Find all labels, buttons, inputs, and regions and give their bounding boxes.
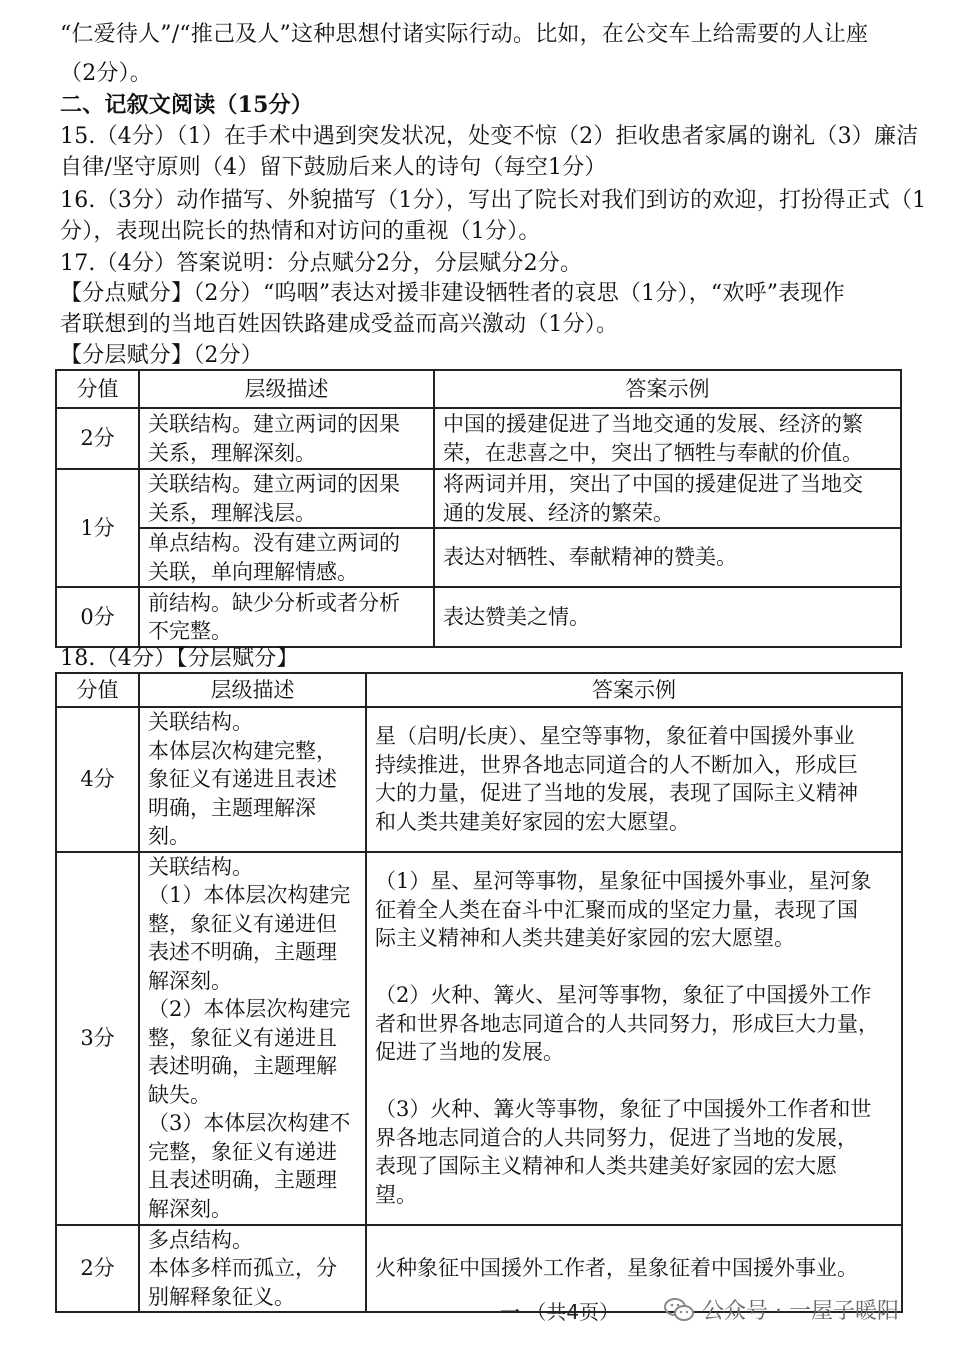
table-header-row xyxy=(56,370,901,408)
text-line: 分），表现出院长的热情和对访问的重视（1分）。 xyxy=(60,219,541,244)
text-line: 16.（3分）动作描写、外貌描写（1分），写出了院长对我们到访的欢迎，打扮得正式（1 xyxy=(60,188,927,213)
page-footer: 一 （共4页） xyxy=(500,1300,620,1324)
score-cell: 0分 xyxy=(56,587,139,647)
level-cell: 关联结构。建立两词的因果 关系，理解深刻。 xyxy=(139,408,434,469)
header-score: 分值 xyxy=(56,673,139,707)
text-line: 【分层赋分】（2分） xyxy=(60,343,263,368)
text-line: 自律/坚守原则（4）留下鼓励后来人的诗句（每空1分） xyxy=(60,155,607,180)
text-line: 15.（4分）（1）在手术中遇到突发状况，处变不惊（2）拒收患者家属的谢礼（3）廉洁 xyxy=(60,124,919,149)
score-cell: 2分 xyxy=(56,408,139,469)
answer-cell: 表达赞美之情。 xyxy=(434,587,901,647)
header-score: 分值 xyxy=(56,370,139,408)
text-line: 【分点赋分】（2分）“呜咽”表达对援非建设牺牲者的哀思（1分），“欢呼”表现作 xyxy=(60,281,845,306)
level-cell: 关联结构。 （1）本体层次构建完 整，象征义有递进但 表述不明确，主题理 解深刻。 （2）本体层次构建完 整，象征义有递进且 表述明确，主题理解 缺失。 （3）本体层次构建不 完整，象征义有递进 且表述明确，主题理 解深刻。 xyxy=(139,852,366,1225)
table-row xyxy=(56,408,901,469)
table-row xyxy=(56,528,901,587)
level-cell: 多点结构。 本体多样而孤立，分 别解释象征义。 xyxy=(139,1225,366,1313)
level-cell: 单点结构。没有建立两词的 关联，单向理解情感。 xyxy=(139,528,434,587)
answer-cell: 中国的援建促进了当地交通的发展、经济的繁 荣，在悲喜之中，突出了牺牲与奉献的价值。 xyxy=(434,408,901,469)
section-heading: 二、记叙文阅读（15分） xyxy=(60,92,314,118)
header-answer: 答案示例 xyxy=(434,370,901,408)
q18-scoring-table xyxy=(55,672,903,1313)
watermark-text: 公众号 · 一屋子暖阳 xyxy=(702,1299,899,1324)
table-header-row xyxy=(56,673,902,707)
answer-cell: 表达对牺牲、奉献精神的赞美。 xyxy=(434,528,901,587)
q17-scoring-table xyxy=(55,369,902,648)
table-row xyxy=(56,707,902,852)
text-line: 17.（4分）答案说明：分点赋分2分，分层赋分2分。 xyxy=(60,251,583,276)
score-cell: 3分 xyxy=(56,852,139,1225)
table-row xyxy=(56,852,902,1225)
header-level: 层级描述 xyxy=(139,370,434,408)
text-line: “仁爱待人”/“推己及人”这种思想付诸实际行动。比如，在公交车上给需要的人让座 xyxy=(60,22,869,47)
level-cell: 前结构。缺少分析或者分析 不完整。 xyxy=(139,587,434,647)
table-row xyxy=(56,587,901,647)
wechat-icon xyxy=(664,1297,694,1323)
header-answer: 答案示例 xyxy=(366,673,902,707)
text-line: （2分）。 xyxy=(60,61,152,86)
answer-cell: 火种象征中国援外工作者，星象征着中国援外事业。 xyxy=(366,1225,902,1313)
answer-cell: 星（启明/长庚）、星空等事物，象征着中国援外事业 持续推进，世界各地志同道合的人不断加入，形成巨 大的力量，促进了当地的发展，表现了国际主义精神 和人类共建美好家园的宏大愿望。 xyxy=(366,707,902,852)
header-level: 层级描述 xyxy=(139,673,366,707)
watermark xyxy=(664,1294,899,1325)
answer-cell: 将两词并用，突出了中国的援建促进了当地交 通的发展、经济的繁荣。 xyxy=(434,469,901,528)
table-row xyxy=(56,469,901,528)
score-cell: 4分 xyxy=(56,707,139,852)
score-cell: 2分 xyxy=(56,1225,139,1313)
text-line: 者联想到的当地百姓因铁路建成受益而高兴激动（1分）。 xyxy=(60,312,619,337)
answer-cell: （1）星、星河等事物，星象征中国援外事业，星河象 征着全人类在奋斗中汇聚而成的坚定力量，表现了国 际主义精神和人类共建美好家园的宏大愿望。 （2）火种、篝火、星河等事物，象征了中国援外工作 者和世界各地志同道合的人共同努力，形成巨大力量， 促进了当地的发展。 （3）火种、篝火等事物，象征了中国援外工作者和世 界各地志同道合的人共同努力，促进了当地的发展， 表现了国际主义精神和人类共建美好家园的宏大愿 望。 xyxy=(366,852,902,1225)
score-cell: 1分 xyxy=(56,469,139,587)
q18-heading: 18.（4分）【分层赋分】 xyxy=(60,646,299,671)
level-cell: 关联结构。建立两词的因果 关系，理解浅层。 xyxy=(139,469,434,528)
level-cell: 关联结构。 本体层次构建完整， 象征义有递进且表述 明确，主题理解深刻。 xyxy=(139,707,366,852)
